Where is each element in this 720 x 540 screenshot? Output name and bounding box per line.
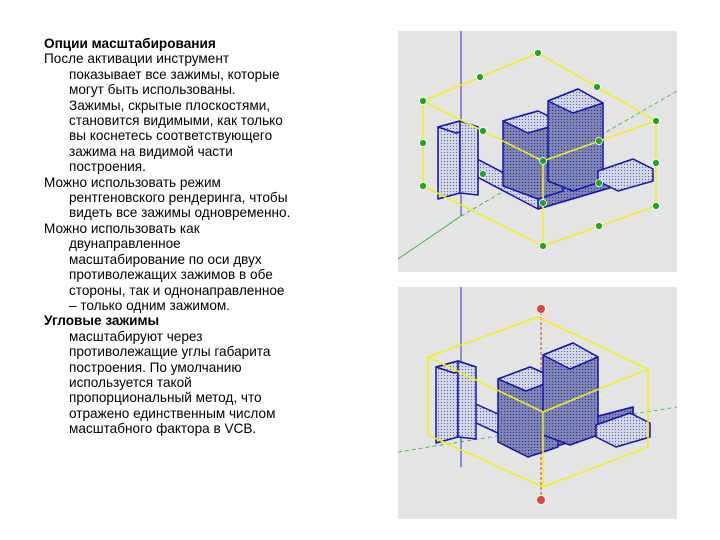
text-line: могут быть использованы.: [69, 82, 236, 98]
grip-handle: [420, 140, 427, 147]
grip-handle: [477, 74, 484, 81]
grip-handle: [653, 118, 660, 125]
model-body: [438, 89, 653, 209]
grip-handle: [420, 98, 427, 105]
grip-handle: [596, 223, 603, 230]
text-line: построения. По умолчанию: [69, 359, 242, 375]
text-line: масштабирование по оси двух: [69, 251, 262, 267]
text-line: показывает все зажимы, которые: [69, 66, 280, 82]
text-column: [44, 36, 362, 437]
grip-handle: [596, 138, 603, 145]
text-line: масштабируют через: [69, 328, 203, 344]
grip-handle: [540, 200, 547, 207]
section-heading-corner-grips: Угловые зажимы: [44, 313, 160, 329]
grip-handle: [594, 84, 601, 91]
text-line: После активации инструмент: [44, 51, 230, 67]
text-line: масштабного фактора в VCB.: [69, 421, 257, 437]
grip-handle: [540, 243, 547, 250]
text-line: двунаправленное: [69, 236, 181, 252]
text-line: Можно использовать режим: [44, 174, 221, 190]
grip-handle: [535, 50, 542, 57]
text-line: Можно использовать как: [44, 220, 200, 236]
grip-handle: [596, 180, 603, 187]
text-line: вы коснетесь соответствующего: [69, 128, 273, 144]
text-line: противолежащих зажимов в обе: [69, 267, 273, 283]
grip-handle: [540, 158, 547, 165]
grip-handle: [420, 183, 427, 190]
text-line: пропорциональный метод, что: [69, 390, 262, 406]
active-grip-bottom: [537, 496, 546, 505]
text-line: отражено единственным числом: [69, 405, 276, 421]
axis-scaling-illustration: [398, 287, 677, 519]
text-line: видеть все зажимы одновременно.: [69, 205, 291, 221]
text-line: становится видимыми, как только: [69, 113, 283, 129]
model-drawing-bottom: [398, 287, 677, 519]
section-heading-scaling-options: Опции масштабирования: [44, 36, 216, 51]
scale-grips-illustration: [398, 31, 677, 272]
text-line: используется такой: [69, 374, 192, 390]
model-drawing-top: [398, 31, 677, 272]
green-axis-back: [398, 216, 461, 259]
text-line: стороны, так и однонаправленное: [69, 282, 285, 298]
text-line: противолежащие углы габарита: [69, 344, 271, 360]
grip-handle: [653, 160, 660, 167]
grip-handle: [653, 203, 660, 210]
text-line: зажима на видимой части: [69, 143, 233, 159]
grip-handle: [480, 128, 487, 135]
text-line: построения.: [69, 159, 146, 175]
text-line: рентгеновского рендеринга, чтобы: [69, 190, 288, 206]
grip-handle: [480, 171, 487, 178]
text-line: Зажимы, скрытые плоскостями,: [69, 97, 271, 113]
active-grip-top: [537, 305, 546, 314]
text-line: – только одним зажимом.: [69, 297, 231, 313]
